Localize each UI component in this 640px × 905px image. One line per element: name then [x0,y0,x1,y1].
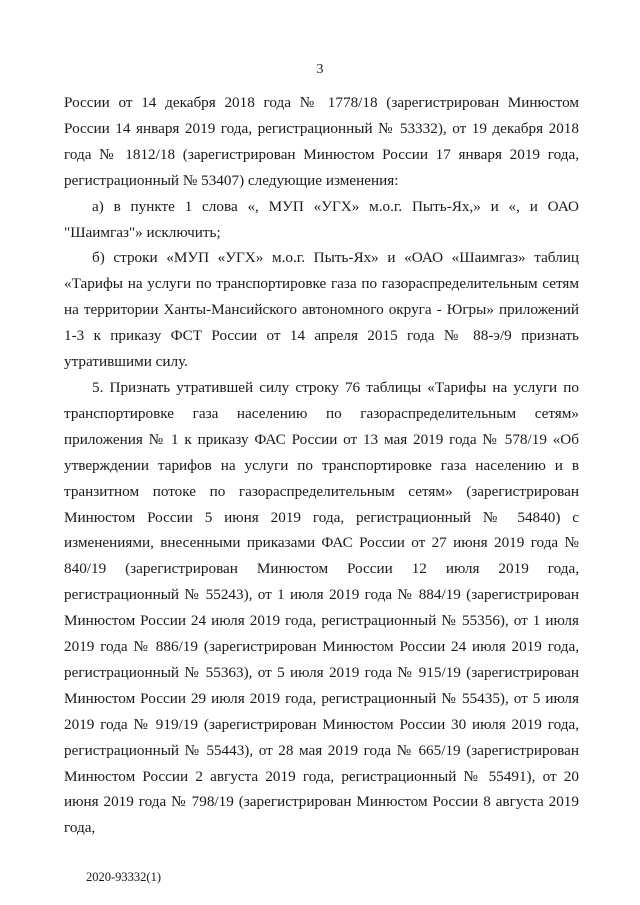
document-body [64,90,579,841]
paragraph-changes-intro: России от 14 декабря 2018 года № 1778/18 (зарегистрирован Минюстом России 14 января 2019 года, регистрационный № 53332), от 19 декабря 2018 года № 1812/18 (зарегистрирован Минюстом России 17 января 2019 года, регистрационный № 53407) следующие изменения: [64,94,579,189]
page-number: 3 [316,62,324,77]
paragraph-item-b: б) строки «МУП «УГХ» м.о.г. Пыть-Ях» и «ОАО «Шаимгаз» таблиц «Тарифы на услуги по транспортировке газа по газораспределительным сетям на территории Ханты-Мансийского автономного округа - Югры» приложений 1-3 к приказу ФСТ России от 14 апреля 2015 года № 88-э/9 признать утратившими силу. [64,249,579,371]
paragraph-item-a: а) в пункте 1 слова «, МУП «УГХ» м.о.г. Пыть-Ях,» и «, и ОАО "Шаимгаз"» исключить; [64,197,579,241]
paragraph-item-5: 5. Признать утратившей силу строку 76 таблицы «Тарифы на услуги по транспортировке газа населению по газораспределительным сетям» приложения № 1 к приказу ФАС России от 13 мая 2019 года № 578/19 «Об утверждении тарифов на услуги по транспортировке газа населению и в транзитном потоке по газораспределительным сетям» (зарегистрирован Минюстом России 5 июня 2019 года, регистрационный № 54840) с изменениями, внесенными приказами ФАС России от 27 июня 2019 года № 840/19 (зарегистрирован Минюстом России 12 июля 2019 года, регистрационный № 55243), от 1 июля 2019 года № 884/19 (зарегистрирован Минюстом России 24 июля 2019 года, регистрационный № 55356), от 1 июля 2019 года № 886/19 (зарегистрирован Минюстом России 24 июля 2019 года, регистрационный № 55363), от 5 июля 2019 года № 915/19 (зарегистрирован Минюстом России 29 июля 2019 года, регистрационный № 55435), от 5 июля 2019 года № 919/19 (зарегистрирован Минюстом России 30 июля 2019 года, регистрационный № 55443), от 28 мая 2019 года № 665/19 (зарегистрирован Минюстом России 2 августа 2019 года, регистрационный № 55491), от 20 июня 2019 года № 798/19 (зарегистрирован Минюстом России 8 августа 2019 года, [64,378,579,837]
document-footer-code: 2020-93332(1) [86,870,161,884]
